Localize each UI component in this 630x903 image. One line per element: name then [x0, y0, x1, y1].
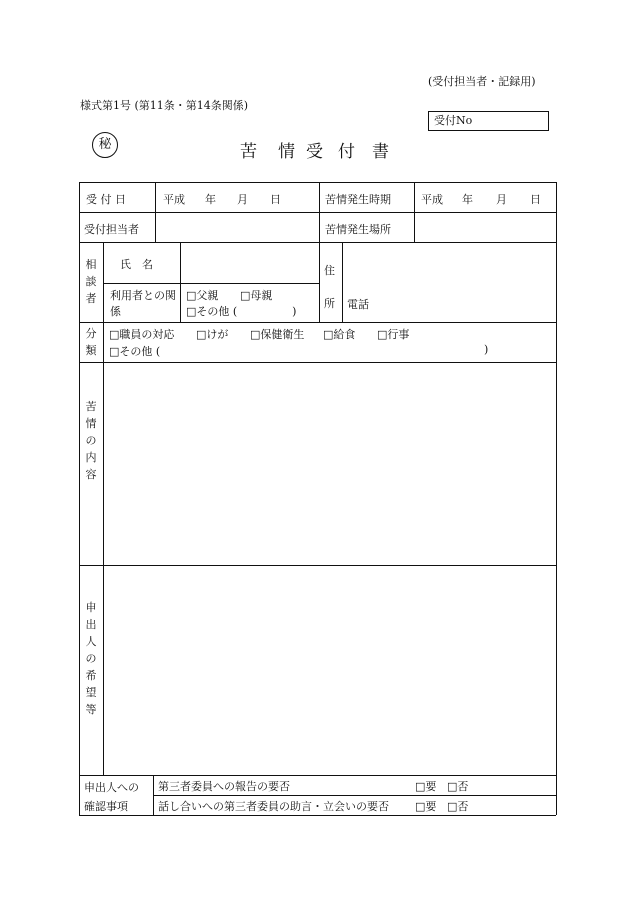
title-char-2: 情	[278, 142, 295, 162]
relation-label-2: 係	[110, 305, 121, 318]
col-divider	[153, 775, 154, 815]
request-label: 申出人の希望等	[85, 601, 97, 716]
category-meals[interactable]: □給食	[323, 328, 356, 341]
category-hygiene[interactable]: □保健衛生	[250, 328, 305, 341]
table-border-bottom	[79, 815, 556, 816]
col-divider	[103, 242, 104, 775]
col-divider	[319, 182, 320, 322]
table-border-top	[79, 182, 556, 183]
row-divider	[79, 212, 556, 213]
col-divider	[414, 182, 415, 242]
occurrence-year: 年	[462, 193, 473, 206]
title-char-4: 付	[338, 142, 355, 162]
confirm-item-1-yes[interactable]: □要	[415, 780, 437, 793]
occurrence-day: 日	[530, 193, 541, 206]
complaint-label: 苦情の内容	[85, 400, 97, 481]
receipt-date-label: 受 付 日	[86, 193, 126, 206]
occurrence-time-label: 苦情発生時期	[325, 193, 391, 206]
category-injury[interactable]: □けが	[196, 328, 229, 341]
row-divider	[153, 795, 556, 796]
row-divider	[79, 775, 556, 776]
category-staff[interactable]: □職員の対応	[109, 328, 175, 341]
form-number: 様式第1号 (第11条・第14条関係)	[80, 99, 249, 112]
category-other[interactable]: □その他 (	[109, 345, 161, 358]
confirm-label-1: 申出人への	[84, 781, 139, 794]
occurrence-month: 月	[496, 193, 507, 206]
confirm-item-2-no[interactable]: □否	[447, 800, 469, 813]
confirm-item-2-text: 話し合いへの第三者委員の助言・立会いの要否	[158, 800, 389, 813]
col-divider	[180, 242, 181, 322]
complaint-content-area[interactable]	[105, 364, 554, 563]
confirm-item-1-no[interactable]: □否	[447, 780, 469, 793]
receipt-no-box[interactable]: 受付No	[428, 111, 549, 131]
title-char-3: 受	[306, 142, 323, 162]
occurrence-place-label: 苦情発生場所	[325, 223, 391, 236]
category-events[interactable]: □行事	[377, 328, 410, 341]
occurrence-era: 平成	[421, 193, 443, 206]
col-divider	[342, 242, 343, 322]
row-divider	[103, 283, 319, 284]
consultant-label: 相談者	[85, 258, 97, 305]
address-label-bottom: 所	[324, 297, 335, 310]
category-label: 分類	[85, 327, 97, 357]
col-divider	[155, 182, 156, 242]
receipt-day: 日	[270, 193, 281, 206]
title-char-5: 書	[372, 142, 389, 162]
request-content-area[interactable]	[105, 567, 554, 773]
confidential-mark: 秘	[92, 132, 118, 158]
receipt-era: 平成	[163, 193, 185, 206]
relation-mother[interactable]: □母親	[240, 289, 273, 302]
receipt-month: 月	[237, 193, 248, 206]
relation-father[interactable]: □父親	[186, 289, 219, 302]
relation-other[interactable]: □その他 ( )	[186, 305, 297, 318]
confirm-item-2-yes[interactable]: □要	[415, 800, 437, 813]
row-divider	[79, 322, 556, 323]
table-border-left	[79, 182, 80, 815]
address-label-top: 住	[324, 264, 335, 277]
title-char-1: 苦	[240, 142, 257, 162]
receipt-year: 年	[205, 193, 216, 206]
row-divider	[79, 362, 556, 363]
category-other-close: )	[484, 343, 489, 356]
relation-label-1: 利用者との関	[110, 289, 176, 302]
name-label: 氏 名	[120, 258, 153, 271]
confirm-item-1-text: 第三者委員への報告の要否	[158, 780, 290, 793]
row-divider	[79, 565, 556, 566]
table-border-right	[556, 182, 557, 815]
phone-label: 電話	[347, 298, 369, 311]
confirm-label-2: 確認事項	[84, 800, 128, 813]
copy-note: (受付担当者・記録用)	[428, 75, 536, 88]
row-divider	[79, 242, 556, 243]
staff-label: 受付担当者	[84, 223, 139, 236]
